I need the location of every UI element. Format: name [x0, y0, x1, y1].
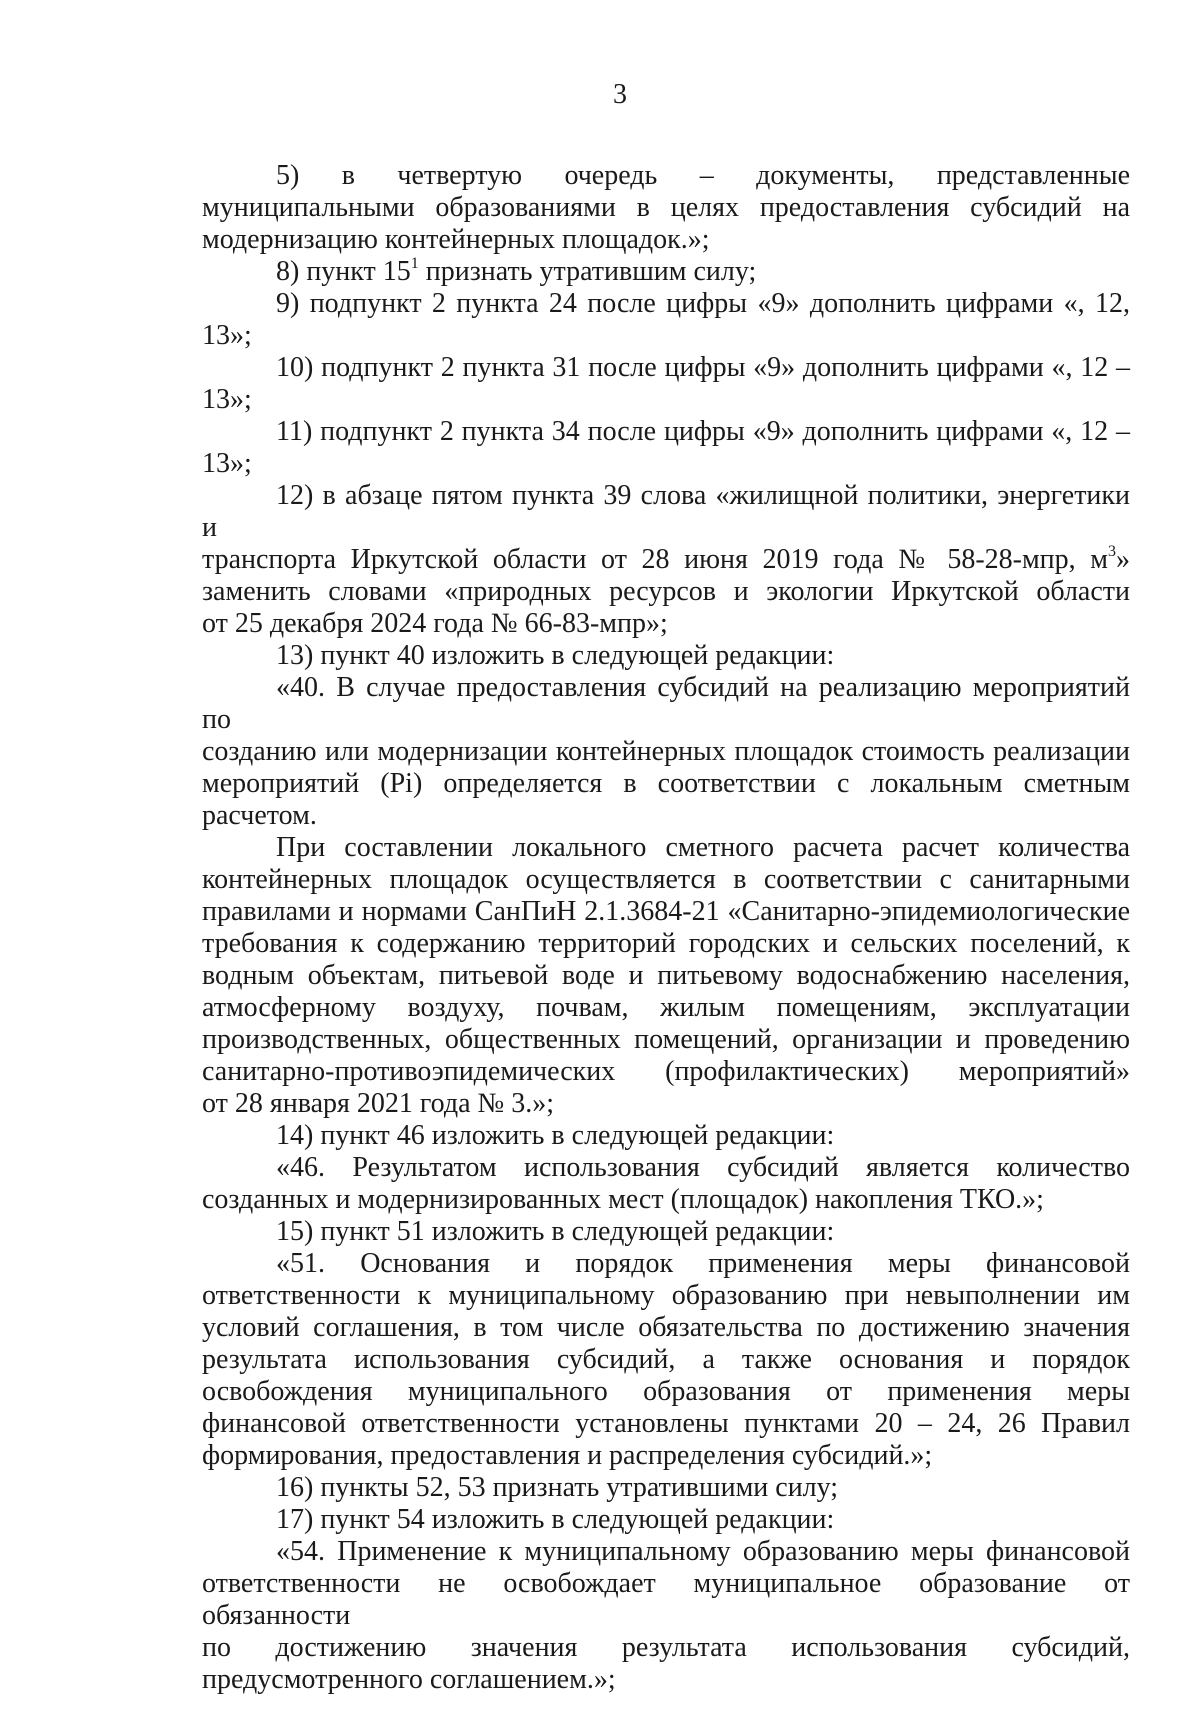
text-line: 13»; — [202, 448, 252, 479]
paragraph-item-17 — [202, 1504, 1130, 1536]
page-number: 3 — [613, 79, 627, 110]
text-line: «54. Применение к муниципальному образованию меры финансовой — [276, 1536, 1130, 1567]
paragraph-quote-51 — [202, 1248, 1130, 1472]
text-line: 10) подпункт 2 пункта 31 после цифры «9» дополнить цифрами «, 12 – — [276, 352, 1130, 383]
text-fragment: транспорта Иркутской области от 28 июня 2019 года № 58-28-мпр, м — [202, 544, 1108, 575]
text-line: требования к содержанию территорий городских и сельских поселений, к — [202, 928, 1130, 959]
text-line: заменить словами «природных ресурсов и экологии Иркутской области — [202, 576, 1130, 607]
text-line: муниципальными образованиями в целях предоставления субсидий на — [202, 192, 1130, 223]
text-line: предусмотренного соглашением.»; — [202, 1664, 616, 1695]
text-line: «46. Результатом использования субсидий является количество — [276, 1152, 1130, 1183]
text-line: 5) в четвертую очередь – документы, представленные — [276, 160, 1130, 191]
text-fragment: признать утратившим силу; — [418, 256, 757, 287]
paragraph-item-9 — [202, 288, 1130, 352]
text-line: атмосферному воздуху, почвам, жилым помещениям, эксплуатации — [202, 992, 1130, 1023]
text-line: условий соглашения, в том числе обязательства по достижению значения — [202, 1312, 1130, 1343]
document-body — [202, 160, 1130, 1696]
text-line: правилами и нормами СанПиН 2.1.3684-21 «Санитарно-эпидемиологические — [202, 896, 1130, 927]
text-line: 13) пункт 40 изложить в следующей редакции: — [276, 640, 835, 671]
text-line — [202, 544, 1130, 576]
paragraph-item-12 — [202, 480, 1130, 640]
text-line: расчетом. — [202, 800, 317, 831]
text-line: контейнерных площадок осуществляется в соответствии с санитарными — [202, 864, 1130, 895]
paragraph-quote-54 — [202, 1536, 1130, 1696]
paragraph-item-15 — [202, 1216, 1130, 1248]
paragraph-item-13 — [202, 640, 1130, 672]
paragraph-sanpin — [202, 832, 1130, 1120]
text-line: При составлении локального сметного расчета расчет количества — [276, 832, 1130, 863]
text-line: результата использования субсидий, а также основания и порядок — [202, 1344, 1130, 1375]
text-line: 16) пункты 52, 53 признать утратившими силу; — [276, 1472, 839, 1503]
text-line: по достижению значения результата использования субсидий, — [202, 1632, 1130, 1663]
paragraph-item-11 — [202, 416, 1130, 480]
text-line: созданию или модернизации контейнерных площадок стоимость реализации — [202, 736, 1130, 767]
paragraph-item-14 — [202, 1120, 1130, 1152]
paragraph-quote-46 — [202, 1152, 1130, 1216]
text-line: формирования, предоставления и распределения субсидий.»; — [202, 1440, 933, 1471]
text-line: финансовой ответственности установлены пунктами 20 – 24, 26 Правил — [202, 1408, 1130, 1439]
text-line: 15) пункт 51 изложить в следующей редакции: — [276, 1216, 835, 1247]
text-line: ответственности к муниципальному образованию при невыполнении им — [202, 1280, 1130, 1311]
text-fragment: » — [1116, 544, 1130, 575]
paragraph-item-5 — [202, 160, 1130, 256]
text-fragment: 8) пункт 15 — [276, 256, 411, 287]
paragraph-quote-40 — [202, 672, 1130, 832]
text-line: 17) пункт 54 изложить в следующей редакции: — [276, 1504, 835, 1535]
text-line: от 28 января 2021 года № 3.»; — [202, 1088, 555, 1119]
text-line: 9) подпункт 2 пункта 24 после цифры «9» дополнить цифрами «, 12, — [276, 288, 1130, 319]
text-line: созданных и модернизированных мест (площадок) накопления ТКО.»; — [202, 1184, 1044, 1215]
text-line: 12) в абзаце пятом пункта 39 слова «жилищной политики, энергетики и — [202, 480, 1130, 543]
text-line: «40. В случае предоставления субсидий на реализацию мероприятий по — [202, 672, 1130, 735]
text-line: водным объектам, питьевой воде и питьевому водоснабжению населения, — [202, 960, 1130, 991]
text-line: модернизацию контейнерных площадок.»; — [202, 224, 710, 255]
text-line: 11) подпункт 2 пункта 34 после цифры «9» дополнить цифрами «, 12 – — [276, 416, 1130, 447]
text-line: 13»; — [202, 384, 252, 415]
text-line: производственных, общественных помещений, организации и проведению — [202, 1024, 1130, 1055]
text-line — [202, 256, 1130, 288]
paragraph-item-16 — [202, 1472, 1130, 1504]
text-line: 14) пункт 46 изложить в следующей редакции: — [276, 1120, 835, 1151]
paragraph-item-8 — [202, 256, 1130, 288]
text-line: от 25 декабря 2024 года № 66-83-мпр»; — [202, 608, 668, 639]
superscript: 1 — [410, 255, 419, 272]
text-line: санитарно-противоэпидемических (профилактических) мероприятий» — [202, 1056, 1130, 1087]
superscript: 3 — [1108, 543, 1116, 560]
text-line: освобождения муниципального образования от применения меры — [202, 1376, 1130, 1407]
text-line: мероприятий (Pi) определяется в соответствии с локальным сметным — [202, 768, 1130, 799]
text-line: ответственности не освобождает муниципальное образование от обязанности — [202, 1568, 1130, 1631]
text-line: «51. Основания и порядок применения меры финансовой — [276, 1248, 1130, 1279]
text-line: 13»; — [202, 320, 252, 351]
paragraph-item-10 — [202, 352, 1130, 416]
